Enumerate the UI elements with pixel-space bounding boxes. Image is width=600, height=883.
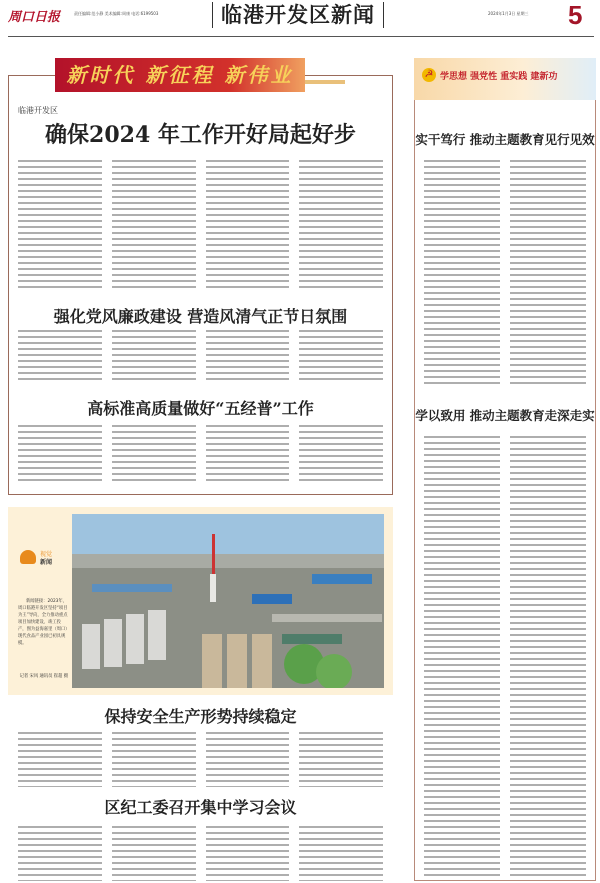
text-column xyxy=(18,732,102,787)
text-column xyxy=(18,330,102,380)
text-column xyxy=(18,160,102,290)
badge-label-top: 视觉 xyxy=(40,551,53,558)
right-article-body xyxy=(424,160,586,385)
text-column xyxy=(299,425,383,485)
text-column xyxy=(206,425,290,485)
text-column xyxy=(206,732,290,787)
text-column xyxy=(299,826,383,881)
editors-line: 责任编辑:范小静 美术编辑:周康 电话:6199503 xyxy=(74,11,159,16)
text-column xyxy=(510,160,586,385)
text-column xyxy=(424,436,500,876)
text-column xyxy=(299,732,383,787)
text-column xyxy=(18,826,102,881)
article-headline: 区纪工委召开集中学习会议 xyxy=(104,798,297,817)
text-column xyxy=(112,160,196,290)
text-column xyxy=(206,160,290,290)
text-column xyxy=(112,425,196,485)
article-headline: 保持安全生产形势持续稳定 xyxy=(104,707,297,726)
text-column xyxy=(112,826,196,881)
page-number: 5 xyxy=(568,0,583,30)
text-column xyxy=(299,160,383,290)
text-column xyxy=(18,425,102,485)
header-rule xyxy=(8,36,594,37)
badge-label-bottom: 新闻 xyxy=(40,559,53,566)
article-body xyxy=(18,732,383,787)
industrial-park-photo xyxy=(72,514,384,688)
right-article-body xyxy=(424,436,586,876)
party-emblem-icon: ☭ xyxy=(422,68,436,82)
text-column xyxy=(206,826,290,881)
text-column xyxy=(112,732,196,787)
text-column xyxy=(206,330,290,380)
article-headline: 高标准高质量做好“五经普”工作 xyxy=(87,399,314,418)
text-column xyxy=(510,436,586,876)
right-headline-2: 学以致用 推动主题教育走深走实 xyxy=(415,408,595,423)
right-headline-1: 实干笃行 推动主题教育见行见效 xyxy=(415,132,595,147)
issue-date: 2024年1月3日 星期三 xyxy=(488,11,529,16)
article-body xyxy=(18,330,383,380)
photo-caption: 新闻链接：2023年，周口临港开发区坚持“项目为王”导向，全力推动重点项目加快建设、竣工投产，图为益海嘉里（周口）现代食品产业园已初具规模。 xyxy=(18,599,68,646)
article-body xyxy=(18,425,383,485)
slogan-ribbon: 新时代 新征程 新伟业 xyxy=(55,58,305,92)
lead-kicker: 临港开发区 xyxy=(18,106,58,115)
article-headline: 强化党风廉政建设 营造风清气正节日氛围 xyxy=(53,307,348,326)
text-column xyxy=(112,330,196,380)
newspaper-logo: 周口日报 xyxy=(8,10,61,25)
column-banner: 学思想 强党性 重实践 建新功 xyxy=(414,58,596,100)
article-body xyxy=(18,826,383,881)
photo-credit: 记者 宋风 通讯员 崔超 摄 xyxy=(19,674,68,679)
text-column xyxy=(424,160,500,385)
section-title: 临港开发区新闻 xyxy=(212,2,384,28)
camera-icon xyxy=(20,550,36,564)
ribbon-decoration xyxy=(305,80,345,84)
text-column xyxy=(299,330,383,380)
lead-body xyxy=(18,160,383,290)
lead-headline: 确保2024 年工作开好局起好步 xyxy=(45,122,356,148)
